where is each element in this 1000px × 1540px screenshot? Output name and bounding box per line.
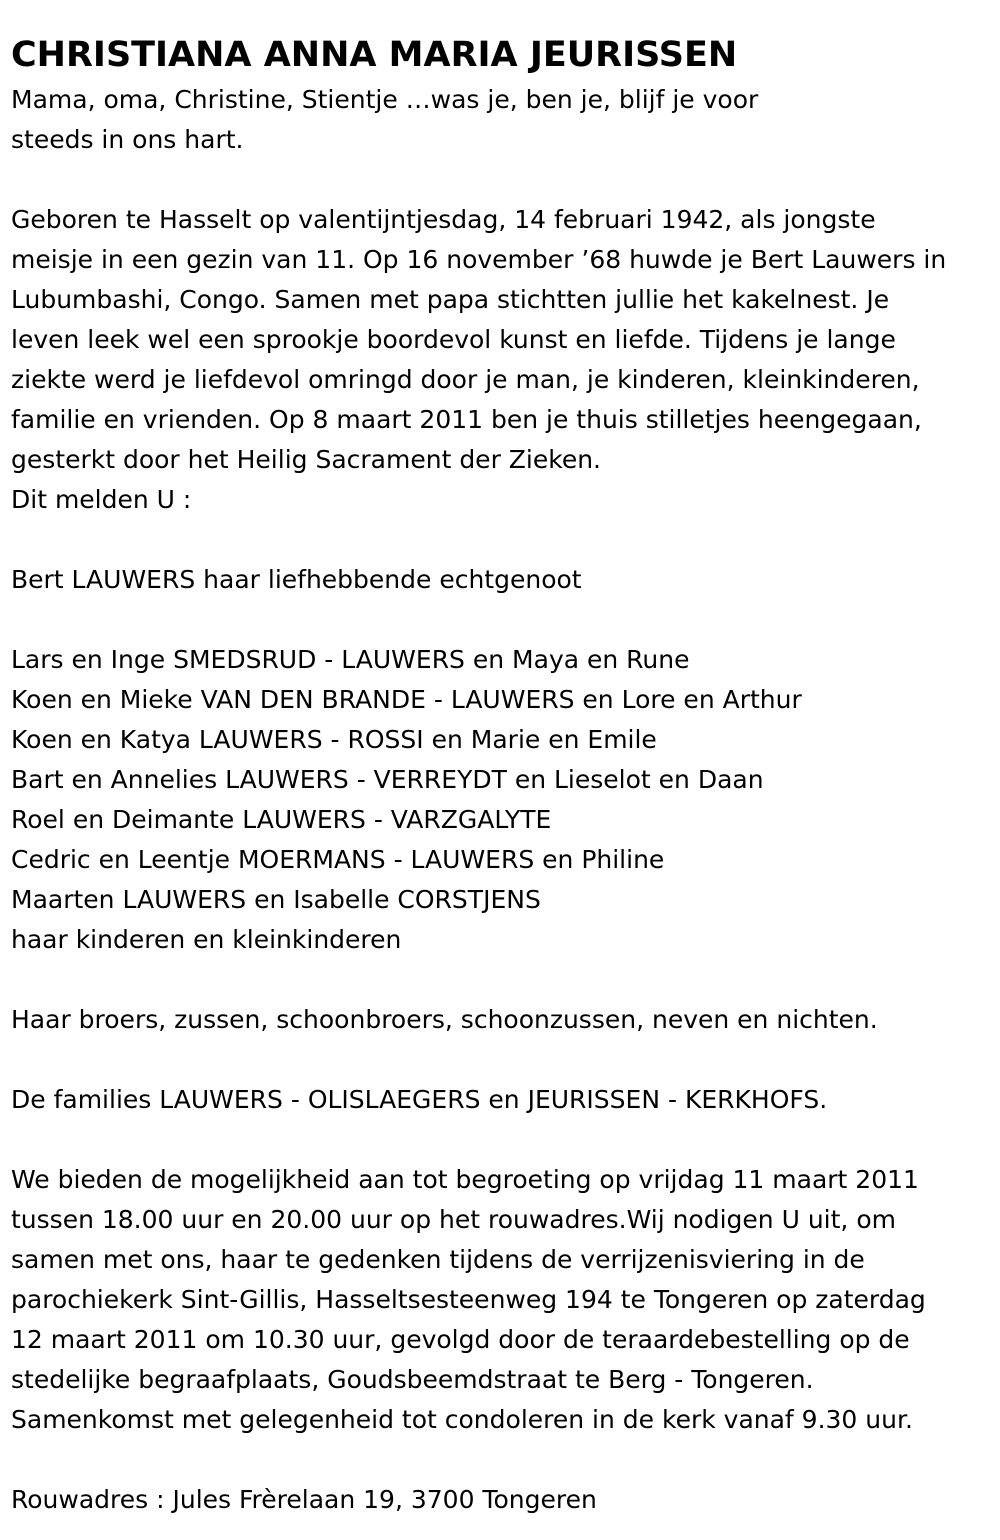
biography-line: gesterkt door het Heilig Sacrament der Zieken. xyxy=(11,445,602,474)
biography-line: Geboren te Hasselt op valentijntjesdag, 14 februari 1942, als jongste xyxy=(11,205,876,234)
biography-line: familie en vrienden. Op 8 maart 2011 ben je thuis stilletjes heengegaan, xyxy=(11,405,922,434)
family-member-line: Maarten LAUWERS en Isabelle CORSTJENS xyxy=(11,885,541,914)
children-caption: haar kinderen en kleinkinderen xyxy=(11,925,402,954)
biography-line: Lubumbashi, Congo. Samen met papa stichtten jullie het kakelnest. Je xyxy=(11,285,890,314)
intro-line: steeds in ons hart. xyxy=(11,125,244,154)
ceremony-line: samen met ons, haar te gedenken tijdens de verrijzenisviering in de xyxy=(11,1245,865,1274)
ceremony-line: We bieden de mogelijkheid aan tot begroeting op vrijdag 11 maart 2011 xyxy=(11,1165,919,1194)
biography-line: leven leek wel een sprookje boordevol kunst en liefde. Tijdens je lange xyxy=(11,325,896,354)
biography-line: ziekte werd je liefdevol omringd door je man, je kinderen, kleinkinderen, xyxy=(11,365,920,394)
spacer xyxy=(11,160,996,200)
family-member-line: Koen en Mieke VAN DEN BRANDE - LAUWERS en Lore en Arthur xyxy=(11,685,802,714)
spacer xyxy=(11,1120,996,1160)
intro-line: Mama, oma, Christine, Stientje …was je, ben je, blijf je voor xyxy=(11,85,759,114)
families-line: De families LAUWERS - OLISLAEGERS en JEURISSEN - KERKHOFS. xyxy=(11,1085,828,1114)
children-section xyxy=(11,640,996,960)
mourning-address: Rouwadres : Jules Frèrelaan 19, 3700 Tongeren xyxy=(11,1485,597,1514)
ceremony-line: Samenkomst met gelegenheid tot condoleren in de kerk vanaf 9.30 uur. xyxy=(11,1405,913,1434)
family-member-line: Bart en Annelies LAUWERS - VERREYDT en Lieselot en Daan xyxy=(11,765,764,794)
spouse-line: Bert LAUWERS haar liefhebbende echtgenoot xyxy=(11,565,582,594)
siblings-line: Haar broers, zussen, schoonbroers, schoonzussen, neven en nichten. xyxy=(11,1005,878,1034)
family-member-line: Roel en Deimante LAUWERS - VARZGALYTE xyxy=(11,805,552,834)
announcement-line: Dit melden U : xyxy=(11,485,192,514)
ceremony-line: tussen 18.00 uur en 20.00 uur op het rouwadres.Wij nodigen U uit, om xyxy=(11,1205,896,1234)
family-member-line: Koen en Katya LAUWERS - ROSSI en Marie en Emile xyxy=(11,725,657,754)
ceremony-line: parochiekerk Sint-Gillis, Hasseltsesteenweg 194 te Tongeren op zaterdag xyxy=(11,1285,926,1314)
biography-line: meisje in een gezin van 11. Op 16 november ’68 huwde je Bert Lauwers in xyxy=(11,245,947,274)
family-member-line: Lars en Inge SMEDSRUD - LAUWERS en Maya en Rune xyxy=(11,645,690,674)
ceremony-line: 12 maart 2011 om 10.30 uur, gevolgd door de teraardebestelling op de xyxy=(11,1325,910,1354)
spacer xyxy=(11,960,996,1000)
spacer xyxy=(11,520,996,560)
spacer xyxy=(11,600,996,640)
ceremony-line: stedelijke begraafplaats, Goudsbeemdstraat te Berg - Tongeren. xyxy=(11,1365,814,1394)
ceremony-section xyxy=(11,1160,996,1440)
intro-section xyxy=(11,80,996,160)
family-member-line: Cedric en Leentje MOERMANS - LAUWERS en Philine xyxy=(11,845,665,874)
obituary-document xyxy=(11,30,996,1520)
biography-section xyxy=(11,200,996,520)
spacer xyxy=(11,1040,996,1080)
deceased-name-title: CHRISTIANA ANNA MARIA JEURISSEN xyxy=(11,35,738,75)
spacer xyxy=(11,1440,996,1480)
